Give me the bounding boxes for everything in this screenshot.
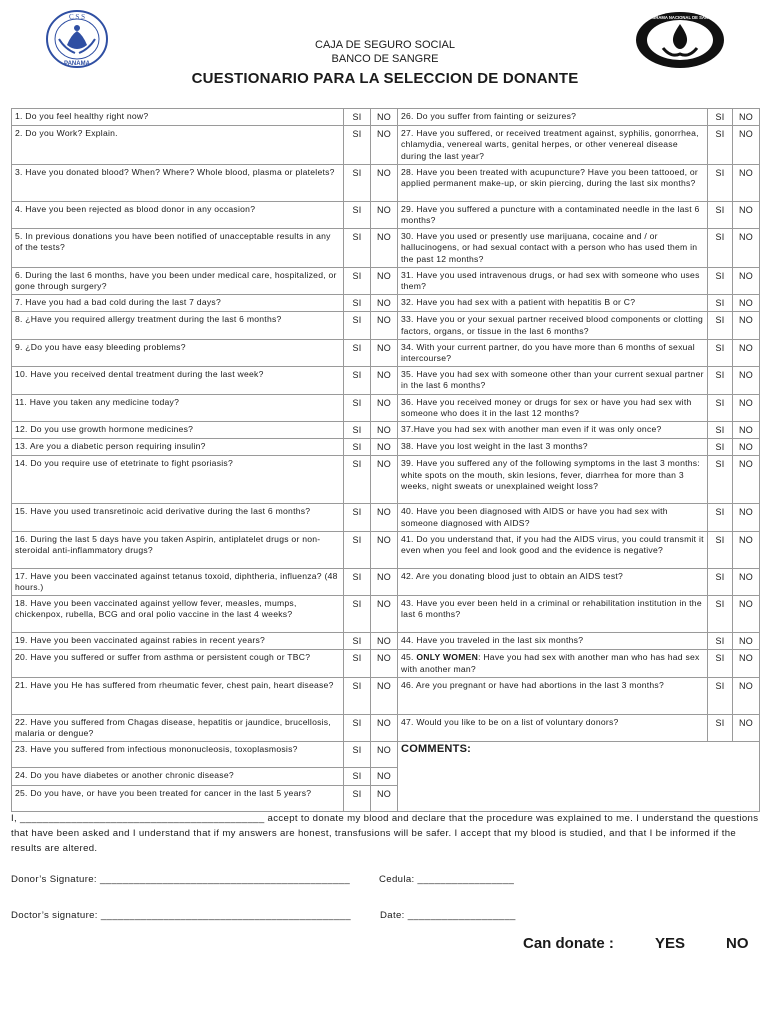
question-row	[12, 650, 760, 677]
answer-no-left[interactable]: NO	[371, 456, 398, 504]
org-line-2: BANCO DE SANGRE	[331, 53, 439, 65]
answer-si-right[interactable]: SI	[708, 126, 733, 165]
answer-si-left[interactable]: SI	[344, 568, 371, 595]
answer-si-right[interactable]: SI	[708, 633, 733, 650]
question-row	[12, 367, 760, 394]
question-right-text: 30. Have you used or presently use marijuana, cocaine and / or hallucinogens, or had sexual contact with a person who has used them in the past 12 months?	[398, 229, 708, 268]
answer-si-left[interactable]: SI	[344, 201, 371, 228]
question-left-text: 11. Have you taken any medicine today?	[12, 394, 344, 421]
question-right-text: 47. Would you like to be on a list of voluntary donors?	[398, 714, 708, 741]
question-left-text: 24. Do you have diabetes or another chronic disease?	[12, 768, 344, 785]
question-left-text: 8. ¿Have you required allergy treatment during the last 6 months?	[12, 312, 344, 339]
answer-no-right[interactable]: NO	[733, 456, 760, 504]
question-row	[12, 568, 760, 595]
svg-text:PROGRAMA NACIONAL DE SANGRE: PROGRAMA NACIONAL DE SANGRE	[643, 15, 717, 20]
question-row	[12, 714, 760, 741]
donor-signature-line[interactable]	[11, 874, 515, 885]
answer-no-left[interactable]: NO	[371, 367, 398, 394]
question-left-text: 3. Have you donated blood? When? Where? Whole blood, plasma or platelets?	[12, 164, 344, 201]
question-right-text: 28. Have you been treated with acupuncture? Have you been tattooed, or applied permanent make-up, or skin piercing, during the last six months?	[398, 164, 708, 201]
donor-signature-label: Donor’s Signature: ____________________________________________	[11, 874, 351, 885]
question-left-text: 9. ¿Do you have easy bleeding problems?	[12, 339, 344, 366]
question-left-text: 23. Have you suffered from infectious mononucleosis, toxoplasmosis?	[12, 742, 344, 768]
answer-no-left[interactable]: NO	[371, 677, 398, 714]
answer-si-right[interactable]: SI	[708, 339, 733, 366]
question-row	[12, 422, 760, 439]
question-left-text: 15. Have you used transretinoic acid derivative during the last 6 months?	[12, 504, 344, 531]
question-right-text: 35. Have you had sex with someone other than your current sexual partner in the last 6 months?	[398, 367, 708, 394]
question-right-text: 26. Do you suffer from fainting or seizures?	[398, 109, 708, 126]
answer-no-right[interactable]: NO	[733, 312, 760, 339]
question-row	[12, 531, 760, 568]
answer-si-right[interactable]: SI	[708, 295, 733, 312]
svg-text:PANAMA: PANAMA	[64, 61, 90, 67]
answer-si-left[interactable]: SI	[344, 422, 371, 439]
answer-si-left[interactable]: SI	[344, 367, 371, 394]
org-line-1: CAJA DE SEGURO SOCIAL	[315, 39, 455, 51]
answer-no-left[interactable]: NO	[371, 650, 398, 677]
question-row	[12, 633, 760, 650]
question-right-text: 45. ONLY WOMEN: Have you had sex with another man who has had sex with another man?	[398, 650, 708, 677]
can-donate-yes-option[interactable]: YES	[655, 935, 686, 952]
can-donate-no-option[interactable]: NO	[726, 935, 749, 952]
question-right-text: 27. Have you suffered, or received treatment against, syphilis, gonorrhea, chlamydia, venereal warts, genital herpes, or other venereal disease during the last year?	[398, 126, 708, 165]
answer-no-left[interactable]: NO	[371, 785, 398, 811]
question-right-text: 40. Have you been diagnosed with AIDS or have you had sex with someone diagnosed with AIDS?	[398, 504, 708, 531]
answer-no-right[interactable]: NO	[733, 633, 760, 650]
comments-field[interactable]	[398, 742, 760, 811]
answer-no-left[interactable]: NO	[371, 295, 398, 312]
question-right-text: 32. Have you had sex with a patient with hepatitis B or C?	[398, 295, 708, 312]
question-left-text: 16. During the last 5 days have you taken Aspirin, antiplatelet drugs or non-steroidal anti-inflammatory drugs?	[12, 531, 344, 568]
answer-no-left[interactable]: NO	[371, 596, 398, 633]
answer-no-left[interactable]: NO	[371, 312, 398, 339]
question-right-text: 33. Have you or your sexual partner received blood components or clotting factors, organs, or tissue in the last 6 months?	[398, 312, 708, 339]
question-left-text: 1. Do you feel healthy right now?	[12, 109, 344, 126]
answer-no-right[interactable]: NO	[733, 229, 760, 268]
question-right-text: 37.Have you had sex with another man even if it was only once?	[398, 422, 708, 439]
answer-si-left[interactable]: SI	[344, 768, 371, 785]
question-row	[12, 201, 760, 228]
question-right-text: 38. Have you lost weight in the last 3 months?	[398, 439, 708, 456]
answer-no-right[interactable]: NO	[733, 531, 760, 568]
question-right-text: 36. Have you received money or drugs for sex or have you had sex with someone who does it in the last 12 months?	[398, 394, 708, 421]
answer-si-right[interactable]: SI	[708, 568, 733, 595]
question-row	[12, 109, 760, 126]
questionnaire-body	[12, 109, 760, 812]
answer-no-right[interactable]: NO	[733, 201, 760, 228]
question-right-text: 42. Are you donating blood just to obtain an AIDS test?	[398, 568, 708, 595]
answer-si-left[interactable]: SI	[344, 312, 371, 339]
answer-si-left[interactable]: SI	[344, 504, 371, 531]
question-row	[12, 394, 760, 421]
answer-si-left[interactable]: SI	[344, 164, 371, 201]
question-right-text: 46. Are you pregnant or have had abortions in the last 3 months?	[398, 677, 708, 714]
answer-si-left[interactable]: SI	[344, 677, 371, 714]
question-row	[12, 439, 760, 456]
answer-si-left[interactable]: SI	[344, 109, 371, 126]
answer-no-left[interactable]: NO	[371, 422, 398, 439]
question-left-text: 19. Have you been vaccinated against rabies in recent years?	[12, 633, 344, 650]
question-left-text: 22. Have you suffered from Chagas disease, hepatitis or jaundice, brucellosis, malaria or dengue?	[12, 714, 344, 741]
answer-si-right[interactable]: SI	[708, 677, 733, 714]
answer-no-right[interactable]: NO	[733, 504, 760, 531]
answer-no-left[interactable]: NO	[371, 531, 398, 568]
page-title: CUESTIONARIO PARA LA SELECCION DE DONANTE	[191, 70, 579, 87]
question-left-text: 5. In previous donations you have been notified of unacceptable results in any of the tests?	[12, 229, 344, 268]
answer-si-right[interactable]: SI	[708, 367, 733, 394]
answer-no-right[interactable]: NO	[733, 394, 760, 421]
answer-si-left[interactable]: SI	[344, 439, 371, 456]
question-row	[12, 504, 760, 531]
doctor-signature-label: Doctor’s signature: ____________________________________________	[11, 910, 351, 921]
answer-no-right[interactable]: NO	[733, 109, 760, 126]
answer-si-right[interactable]: SI	[708, 439, 733, 456]
question-left-text: 14. Do you require use of etetrinate to fight psoriasis?	[12, 456, 344, 504]
answer-no-right[interactable]: NO	[733, 267, 760, 294]
answer-no-left[interactable]: NO	[371, 568, 398, 595]
answer-no-left[interactable]: NO	[371, 714, 398, 741]
question-left-text: 18. Have you been vaccinated against yellow fever, measles, mumps, chickenpox, rubella, BCG and oral polio vaccine in the last 4 weeks?	[12, 596, 344, 633]
donor-declaration: I, ___________________________________________ accept to donate my blood and declare that the procedure was explained to me. I understand the questions that have been asked and I understand that if my answers are honest, transfusions will be safer. I accept that my blood is studied, and that I be informed if the results are altered.	[11, 813, 759, 854]
answer-si-left[interactable]: SI	[344, 394, 371, 421]
answer-si-right[interactable]: SI	[708, 394, 733, 421]
answer-si-right[interactable]: SI	[708, 504, 733, 531]
question-left-text: 7. Have you had a bad cold during the last 7 days?	[12, 295, 344, 312]
questionnaire-table	[11, 108, 760, 812]
answer-si-right[interactable]: SI	[708, 312, 733, 339]
answer-no-left[interactable]: NO	[371, 439, 398, 456]
answer-no-left[interactable]: NO	[371, 164, 398, 201]
question-row	[12, 164, 760, 201]
answer-si-left[interactable]: SI	[344, 714, 371, 741]
question-row	[12, 742, 760, 768]
answer-no-right[interactable]: NO	[733, 339, 760, 366]
answer-si-right[interactable]: SI	[708, 650, 733, 677]
answer-si-right[interactable]: SI	[708, 714, 733, 741]
answer-si-left[interactable]: SI	[344, 531, 371, 568]
answer-si-left[interactable]: SI	[344, 650, 371, 677]
answer-no-left[interactable]: NO	[371, 339, 398, 366]
question-row	[12, 295, 760, 312]
answer-no-left[interactable]: NO	[371, 504, 398, 531]
answer-si-left[interactable]: SI	[344, 456, 371, 504]
question-left-text: 6. During the last 6 months, have you been under medical care, hospitalized, or gone through surgery?	[12, 267, 344, 294]
answer-no-left[interactable]: NO	[371, 126, 398, 165]
answer-no-right[interactable]: NO	[733, 568, 760, 595]
answer-no-right[interactable]: NO	[733, 422, 760, 439]
answer-si-left[interactable]: SI	[344, 126, 371, 165]
answer-si-right[interactable]: SI	[708, 201, 733, 228]
question-left-text: 10. Have you received dental treatment during the last week?	[12, 367, 344, 394]
answer-si-left[interactable]: SI	[344, 742, 371, 768]
answer-no-left[interactable]: NO	[371, 394, 398, 421]
question-row	[12, 596, 760, 633]
question-row	[12, 126, 760, 165]
answer-no-left[interactable]: NO	[371, 201, 398, 228]
question-row	[12, 312, 760, 339]
question-right-text: 39. Have you suffered any of the following symptoms in the last 3 months: white spots on the mouth, skin lesions, fever, diarrhea for more than 3 weeks, night sweats or unexplained weight loss?	[398, 456, 708, 504]
answer-no-left[interactable]: NO	[371, 633, 398, 650]
answer-si-right[interactable]: SI	[708, 267, 733, 294]
question-right-text: 44. Have you traveled in the last six months?	[398, 633, 708, 650]
question-left-text: 20. Have you suffered or suffer from asthma or persistent cough or TBC?	[12, 650, 344, 677]
only-women-emphasis: ONLY WOMEN	[416, 652, 479, 663]
answer-si-left[interactable]: SI	[344, 633, 371, 650]
answer-si-left[interactable]: SI	[344, 295, 371, 312]
question-right-text: 31. Have you used intravenous drugs, or had sex with someone who uses them?	[398, 267, 708, 294]
question-right-text: 34. With your current partner, do you have more than 6 months of sexual intercourse?	[398, 339, 708, 366]
question-right-text: 29. Have you suffered a puncture with a contaminated needle in the last 6 months?	[398, 201, 708, 228]
answer-no-right[interactable]: NO	[733, 714, 760, 741]
answer-si-left[interactable]: SI	[344, 785, 371, 811]
answer-no-right[interactable]: NO	[733, 596, 760, 633]
question-left-text: 21. Have you He has suffered from rheumatic fever, chest pain, heart disease?	[12, 677, 344, 714]
answer-no-left[interactable]: NO	[371, 267, 398, 294]
question-left-text: 4. Have you been rejected as blood donor in any occasion?	[12, 201, 344, 228]
answer-si-left[interactable]: SI	[344, 267, 371, 294]
answer-no-left[interactable]: NO	[371, 229, 398, 268]
answer-no-right[interactable]: NO	[733, 126, 760, 165]
answer-si-left[interactable]: SI	[344, 229, 371, 268]
can-donate-label: Can donate :	[523, 935, 614, 952]
organization-name	[0, 38, 770, 66]
svg-text:C S S: C S S	[69, 13, 85, 21]
answer-no-right[interactable]: NO	[733, 295, 760, 312]
answer-no-right[interactable]: NO	[733, 164, 760, 201]
question-left-text: 12. Do you use growth hormone medicines?	[12, 422, 344, 439]
question-left-text: 25. Do you have, or have you been treated for cancer in the last 5 years?	[12, 785, 344, 811]
question-right-text: 41. Do you understand that, if you had the AIDS virus, you could transmit it even when you feel and look good and the evidence is negative?	[398, 531, 708, 568]
answer-no-left[interactable]: NO	[371, 109, 398, 126]
answer-si-left[interactable]: SI	[344, 339, 371, 366]
cedula-field[interactable]: Cedula: _________________	[379, 874, 515, 885]
answer-no-right[interactable]: NO	[733, 439, 760, 456]
answer-si-right[interactable]: SI	[708, 596, 733, 633]
answer-si-left[interactable]: SI	[344, 596, 371, 633]
question-row	[12, 267, 760, 294]
answer-si-right[interactable]: SI	[708, 531, 733, 568]
question-left-text: 2. Do you Work? Explain.	[12, 126, 344, 165]
question-row	[12, 677, 760, 714]
question-row	[12, 229, 760, 268]
question-row	[12, 339, 760, 366]
answer-si-right[interactable]: SI	[708, 456, 733, 504]
comments-label: COMMENTS:	[401, 743, 472, 756]
answer-no-right[interactable]: NO	[733, 677, 760, 714]
answer-si-right[interactable]: SI	[708, 229, 733, 268]
answer-si-right[interactable]: SI	[708, 422, 733, 439]
answer-si-right[interactable]: SI	[708, 164, 733, 201]
answer-si-right[interactable]: SI	[708, 109, 733, 126]
question-left-text: 17. Have you been vaccinated against tetanus toxoid, diphtheria, influenza? (48 hours.)	[12, 568, 344, 595]
answer-no-right[interactable]: NO	[733, 650, 760, 677]
answer-no-left[interactable]: NO	[371, 742, 398, 768]
answer-no-right[interactable]: NO	[733, 367, 760, 394]
question-row	[12, 456, 760, 504]
question-right-text: 43. Have you ever been held in a criminal or rehabilitation institution in the last 6 months?	[398, 596, 708, 633]
doctor-signature-line[interactable]	[11, 910, 516, 921]
date-field[interactable]: Date: ___________________	[380, 910, 516, 921]
question-left-text: 13. Are you a diabetic person requiring insulin?	[12, 439, 344, 456]
answer-no-left[interactable]: NO	[371, 768, 398, 785]
